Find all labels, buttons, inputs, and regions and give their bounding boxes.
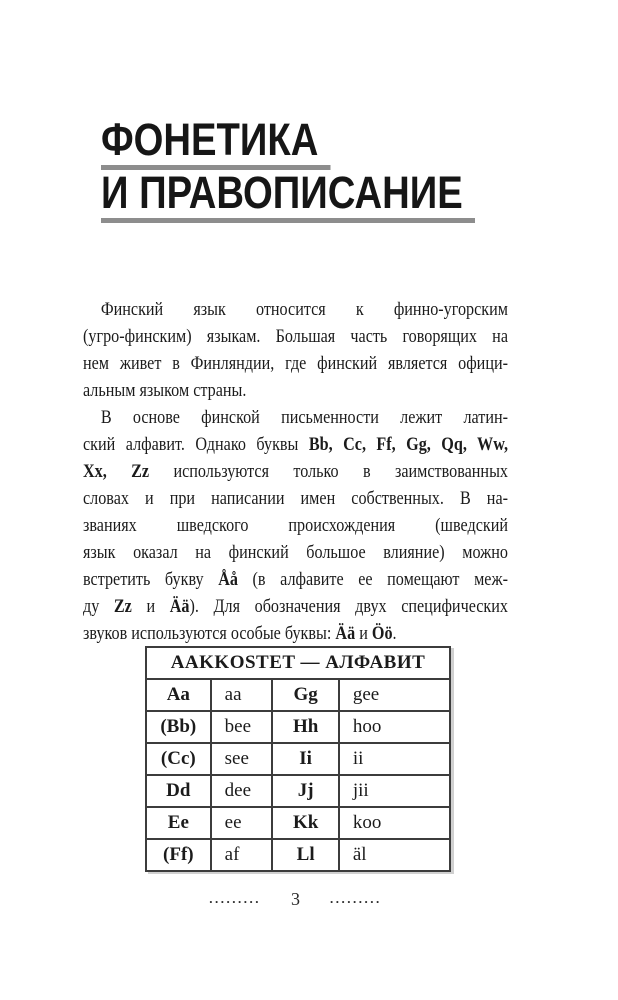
text-segment: ский алфавит. Однако буквы [83, 434, 309, 455]
pronunciation-cell: äl [339, 839, 450, 871]
text-segment: Финский язык относится к финно-угорским [100, 299, 508, 320]
chapter-header [101, 114, 541, 223]
chapter-title-line1 [101, 114, 541, 170]
text-line [83, 593, 508, 620]
text-line [83, 485, 508, 512]
text-line [83, 350, 508, 377]
bold-term: Ää [335, 623, 356, 644]
bold-term: Bb, Cc, Ff, Gg, Qq, Ww, [308, 434, 509, 455]
letter-cell: Dd [146, 775, 211, 807]
table-row [146, 775, 450, 807]
pronunciation-cell: bee [211, 711, 273, 743]
pronunciation-cell: dee [211, 775, 273, 807]
text-segment: (угро-финским) языкам. Большая часть говорящих на [83, 326, 508, 347]
letter-cell: Ee [146, 807, 211, 839]
pronunciation-cell: see [211, 743, 273, 775]
letter-cell: (Ff) [146, 839, 211, 871]
text-line [83, 512, 508, 539]
text-segment: званиях шведского происхождения (шведский [83, 515, 508, 536]
chapter-title-text1: ФОНЕТИКА [101, 117, 330, 170]
text-segment: В основе финской письменности лежит латин- [100, 407, 508, 428]
letter-cell: Jj [272, 775, 338, 807]
footer-dots-left: ......... [209, 890, 261, 906]
bold-term: Åå [218, 569, 238, 590]
alphabet-table-body [146, 679, 450, 871]
text-line [83, 566, 508, 593]
text-line [83, 296, 508, 323]
page-number: 3 [291, 889, 300, 909]
text-line [83, 431, 508, 458]
bold-term: Ää [169, 596, 190, 617]
table-title-row [146, 647, 450, 679]
letter-cell: (Cc) [146, 743, 211, 775]
footer-dots-right: ......... [330, 890, 382, 906]
text-line [83, 539, 508, 566]
text-segment: язык оказал на финский большое влияние) можно [83, 542, 508, 563]
text-line [83, 458, 508, 485]
alphabet-table-wrap [145, 646, 451, 872]
pronunciation-cell: af [211, 839, 273, 871]
pronunciation-cell: ii [339, 743, 450, 775]
pronunciation-cell: aa [211, 679, 273, 711]
text-segment: используются только в заимствованных [149, 461, 508, 482]
letter-cell: Ll [272, 839, 338, 871]
text-segment: словах и при написании имен собственных. В на- [83, 488, 508, 509]
bold-term: Zz [113, 596, 132, 617]
text-segment: альным языком страны. [83, 380, 247, 401]
text-segment: и [355, 623, 372, 644]
letter-cell: Aa [146, 679, 211, 711]
table-row [146, 743, 450, 775]
table-row [146, 711, 450, 743]
letter-cell: (Bb) [146, 711, 211, 743]
chapter-title-text2: И ПРАВОПИСАНИЕ [101, 170, 475, 223]
letter-cell: Hh [272, 711, 338, 743]
text-segment: нем живет в Финляндии, где финский является офици- [83, 353, 508, 374]
text-line [83, 620, 508, 647]
text-segment: ду [83, 596, 114, 617]
chapter-title-line2 [101, 167, 541, 223]
pronunciation-cell: hoo [339, 711, 450, 743]
text-line [83, 404, 508, 431]
alphabet-table [145, 646, 451, 872]
text-segment: . [392, 623, 397, 644]
pronunciation-cell: gee [339, 679, 450, 711]
letter-cell: Gg [272, 679, 338, 711]
bold-term: Öö [371, 623, 393, 644]
table-title: AAKKOSTET — АЛФАВИТ [146, 647, 450, 679]
body-text [83, 296, 508, 647]
letter-cell: Ii [272, 743, 338, 775]
text-segment: и [131, 596, 170, 617]
bold-term: Xx, Zz [83, 461, 150, 482]
pronunciation-cell: koo [339, 807, 450, 839]
text-line [83, 323, 508, 350]
page-footer [83, 890, 508, 908]
text-segment: ). Для обозначения двух специфических [189, 596, 509, 617]
table-row [146, 807, 450, 839]
letter-cell: Kk [272, 807, 338, 839]
text-segment: встретить букву [83, 569, 219, 590]
table-row [146, 679, 450, 711]
text-segment: звуков используются особые буквы: [83, 623, 336, 644]
text-line [83, 377, 508, 404]
pronunciation-cell: ee [211, 807, 273, 839]
table-row [146, 839, 450, 871]
text-segment: (в алфавите ее помещают меж- [237, 569, 508, 590]
pronunciation-cell: jii [339, 775, 450, 807]
